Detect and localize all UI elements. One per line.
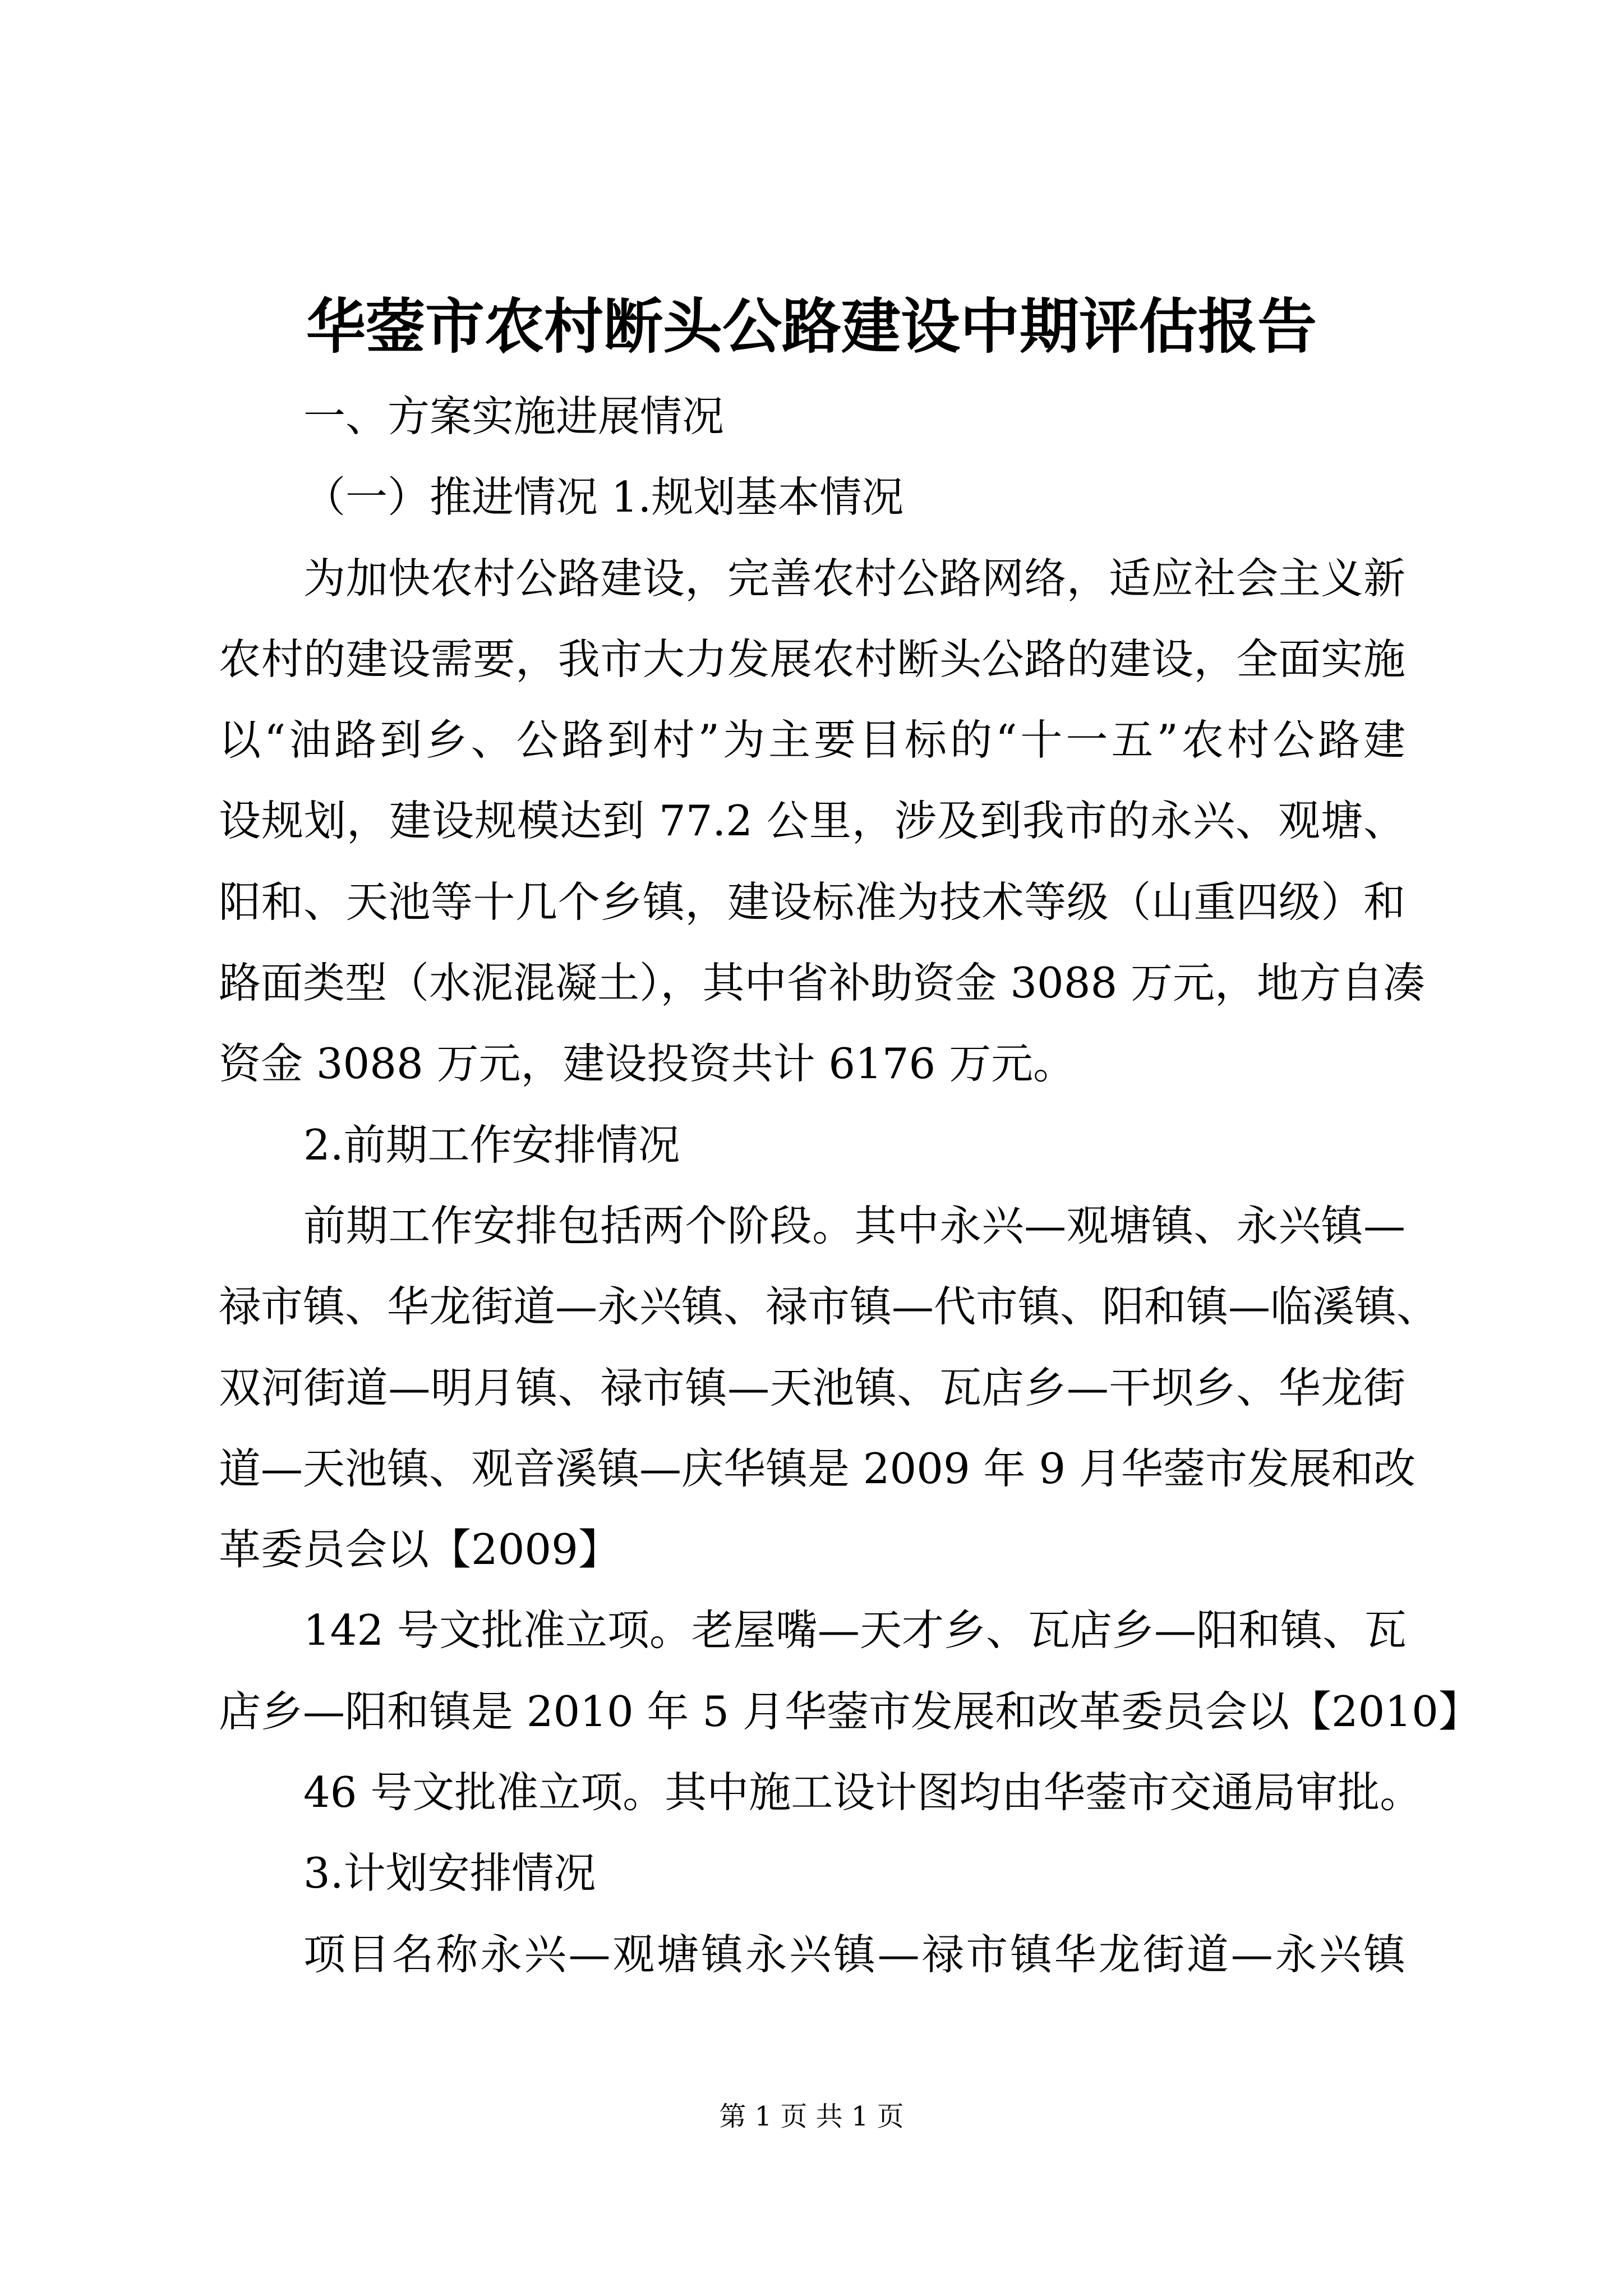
section-heading <box>0 376 1623 457</box>
item-heading-text: 2.前期工作安排情况 <box>303 1120 680 1170</box>
paragraph-line-text: 资金 3088 万元，建设投资共计 6176 万元。 <box>219 1039 1076 1089</box>
paragraph-line <box>0 1671 1623 1752</box>
paragraph-line <box>0 1509 1623 1590</box>
paragraph-line-text: 禄市镇、华龙街道—永兴镇、禄市镇—代市镇、阳和镇—临溪镇、 <box>219 1282 1439 1332</box>
paragraph-line-text: 双河街道—明月镇、禄市镇—天池镇、瓦店乡—干坝乡、华龙街 <box>219 1363 1405 1412</box>
section-heading-text: 一、方案实施进展情况 <box>303 392 725 441</box>
paragraph-line <box>0 1023 1623 1104</box>
paragraph-line-text: 以“油路到乡、公路到村”为主要目标的“十一五”农村公路建 <box>219 715 1405 765</box>
document-body <box>0 376 1623 1995</box>
paragraph-line <box>0 700 1623 780</box>
paragraph-line <box>0 1914 1623 1995</box>
subsection-heading <box>0 457 1623 537</box>
paragraph-line <box>0 1266 1623 1347</box>
item-heading <box>0 1105 1623 1185</box>
subsection-heading-text: （一）推进情况 1.规划基本情况 <box>303 472 904 522</box>
paragraph-line <box>0 862 1623 942</box>
paragraph-line <box>0 1347 1623 1428</box>
item-heading-text: 3.计划安排情况 <box>303 1848 596 1898</box>
paragraph-line-text: 设规划，建设规模达到 77.2 公里，涉及到我市的永兴、观塘、 <box>219 796 1405 846</box>
page-number-footer: 第 1 页 共 1 页 <box>719 2101 904 2132</box>
paragraph-line-text: 项目名称永兴—观塘镇永兴镇—禄市镇华龙街道—永兴镇 <box>303 1929 1405 1979</box>
paragraph-line-text: 道—天池镇、观音溪镇—庆华镇是 2009 年 9 月华蓥市发展和改 <box>219 1443 1415 1493</box>
paragraph-line <box>0 942 1623 1023</box>
paragraph-line-text: 农村的建设需要，我市大力发展农村断头公路的建设，全面实施 <box>219 634 1405 684</box>
paragraph-line <box>0 1590 1623 1671</box>
paragraph-line-text: 阳和、天池等十几个乡镇，建设标准为技术等级（山重四级）和 <box>219 877 1405 927</box>
paragraph-line <box>0 619 1623 700</box>
paragraph-line-text: 142 号文批准立项。老屋嘴—天才乡、瓦店乡—阳和镇、瓦 <box>303 1605 1407 1655</box>
paragraph-line <box>0 1185 1623 1266</box>
paragraph-line <box>0 780 1623 861</box>
paragraph-line-text: 46 号文批准立项。其中施工设计图均由华蓥市交通局审批。 <box>303 1768 1422 1818</box>
paragraph-line-text: 革委员会以【2009】 <box>219 1525 620 1575</box>
document-title: 华蓥市农村断头公路建设中期评估报告 <box>306 291 1317 361</box>
paragraph-line-text: 为加快农村公路建设，完善农村公路网络，适应社会主义新 <box>303 553 1405 603</box>
paragraph-line-text: 前期工作安排包括两个阶段。其中永兴—观塘镇、永兴镇— <box>303 1200 1405 1250</box>
paragraph-line <box>0 538 1623 619</box>
paragraph-line-text: 店乡—阳和镇是 2010 年 5 月华蓥市发展和改革委员会以【2010】 <box>219 1686 1481 1736</box>
paragraph-line-text: 路面类型（水泥混凝土），其中省补助资金 3088 万元，地方自凑 <box>219 958 1426 1008</box>
paragraph-line <box>0 1752 1623 1833</box>
paragraph-line <box>0 1428 1623 1509</box>
item-heading <box>0 1833 1623 1913</box>
